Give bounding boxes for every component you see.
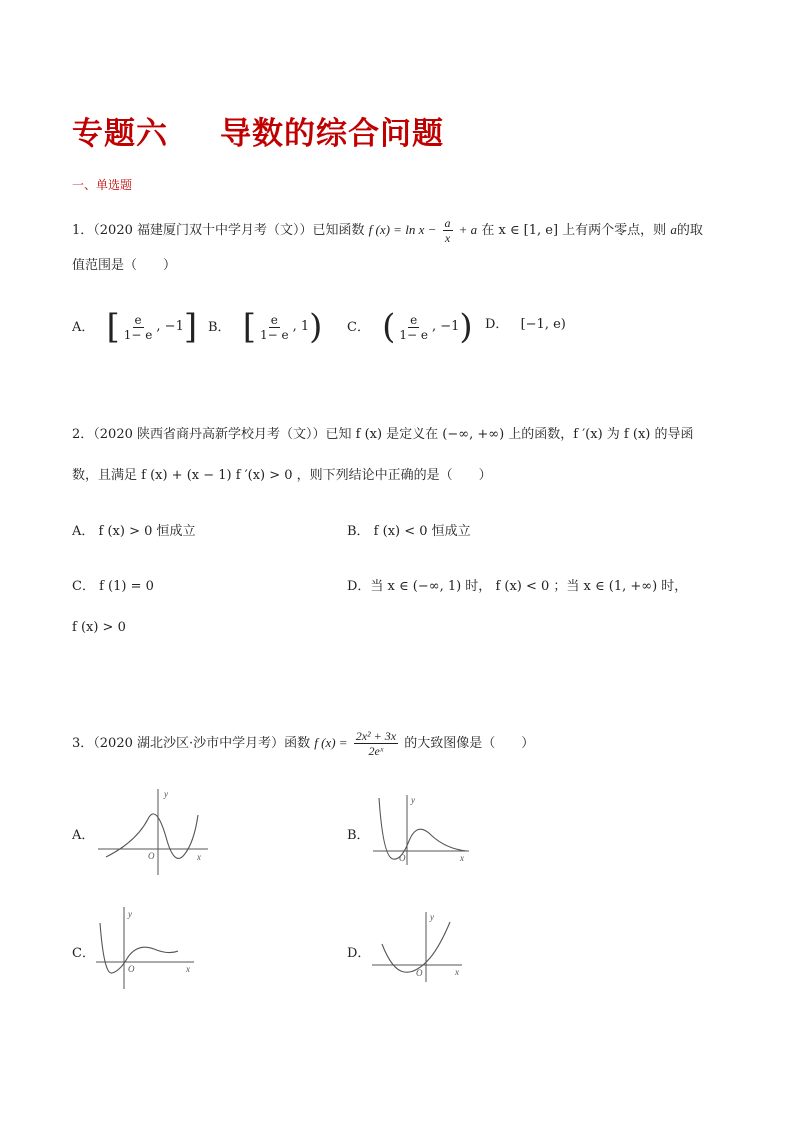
bracket-open: [ bbox=[106, 307, 120, 347]
q3-graph-a[interactable] bbox=[96, 787, 216, 877]
interval bbox=[242, 307, 323, 347]
origin-label: O bbox=[148, 851, 155, 861]
option-fraction bbox=[397, 313, 430, 342]
interval bbox=[382, 307, 473, 347]
q1-frac-num: a bbox=[444, 216, 451, 230]
q1-frac-den: x bbox=[444, 231, 451, 245]
page-title bbox=[72, 108, 444, 153]
bracket-open: [ bbox=[242, 307, 256, 347]
q2-option-c[interactable]: C． f (1) = 0 bbox=[72, 579, 154, 594]
origin-label: O bbox=[399, 853, 406, 863]
q1-fraction bbox=[443, 216, 453, 245]
q3-graph-c[interactable] bbox=[94, 905, 199, 990]
q3-option-a-label[interactable]: A． bbox=[72, 828, 95, 843]
q1-var: a bbox=[670, 222, 677, 237]
q2-option-d[interactable]: D．当 x ∈ (−∞, 1) 时， f (x) < 0 ；当 x ∈ (1, +∞) 时， bbox=[347, 579, 688, 594]
q3-line1 bbox=[72, 729, 534, 758]
axis-x-label: x bbox=[455, 967, 459, 977]
axis-y-label: y bbox=[164, 789, 168, 799]
axis-y-label: y bbox=[430, 912, 434, 922]
q2-line1: 2．（2020 陕西省商丹高新学校月考（文））已知 f (x) 是定义在 (−∞, +∞) 上的函数，f ′(x) 为 f (x) 的导函 bbox=[72, 427, 694, 442]
q2-option-a[interactable]: A． f (x) > 0 恒成立 bbox=[72, 524, 196, 539]
q3-prefix: 3．（2020 湖北沙区·沙市中学月考）函数 bbox=[72, 736, 311, 751]
q1-prefix: 1．（2020 福建厦门双十中学月考（文））已知函数 bbox=[72, 223, 365, 238]
curve bbox=[379, 798, 467, 859]
q3-suffix: 的大致图像是（ ） bbox=[404, 736, 535, 751]
q3-option-b-label[interactable]: B． bbox=[347, 828, 370, 843]
bracket-close: ] bbox=[183, 307, 198, 347]
q3-graph-d[interactable] bbox=[370, 910, 465, 985]
interval-rest: , 1 bbox=[292, 319, 310, 334]
q1-line1 bbox=[72, 216, 703, 245]
frac-num: e bbox=[270, 312, 278, 327]
q1-option-d[interactable] bbox=[485, 315, 566, 335]
interval-rest: , −1 bbox=[431, 319, 460, 334]
q1-option-c[interactable] bbox=[347, 307, 473, 347]
q2-option-d-cont: f (x) > 0 bbox=[72, 620, 126, 635]
curve bbox=[100, 923, 178, 973]
q3-frac-num: 2x² + 3x bbox=[355, 729, 397, 743]
title-part2: 导数的综合问题 bbox=[220, 116, 444, 152]
interval-rest: , −1 bbox=[156, 319, 184, 334]
q2-option-b[interactable]: B． f (x) < 0 恒成立 bbox=[347, 524, 471, 539]
frac-den: 1− e bbox=[399, 327, 428, 342]
interval bbox=[106, 307, 198, 347]
frac-num: e bbox=[410, 312, 418, 327]
q3-graph-b[interactable] bbox=[371, 793, 476, 868]
bracket-close: ) bbox=[309, 307, 323, 347]
axis-x-label: x bbox=[186, 964, 190, 974]
axis-y-label: y bbox=[128, 909, 132, 919]
section-heading: 一、单选题 bbox=[72, 178, 133, 192]
option-label: B． bbox=[208, 319, 231, 335]
q1-func-lhs: f (x) = ln x − bbox=[368, 222, 437, 237]
axis-x-label: x bbox=[197, 852, 201, 862]
origin-label: O bbox=[128, 964, 135, 974]
option-fraction bbox=[122, 313, 155, 342]
option-label: C． bbox=[347, 319, 370, 335]
option-text: [−1, e) bbox=[520, 317, 566, 332]
frac-num: e bbox=[134, 312, 142, 327]
bracket-close: ) bbox=[459, 307, 473, 347]
option-label: D． bbox=[485, 317, 509, 332]
q3-fraction bbox=[354, 729, 398, 758]
option-fraction bbox=[258, 313, 291, 342]
q1-line2: 值范围是（ ） bbox=[72, 258, 177, 273]
title-part1: 专题六 bbox=[72, 116, 168, 152]
option-label: A． bbox=[72, 319, 95, 335]
q2-line2: 数，且满足 f (x) + (x − 1) f ′(x) > 0 ，则下列结论中正确的是（ ） bbox=[72, 468, 492, 483]
q3-func-lhs: f (x) = bbox=[314, 735, 348, 750]
frac-den: 1− e bbox=[259, 327, 289, 342]
q3-option-d-label[interactable]: D． bbox=[347, 946, 371, 961]
q1-suffix: 的取 bbox=[676, 223, 703, 238]
q1-func-rhs: + a bbox=[458, 222, 478, 237]
q1-option-a[interactable] bbox=[72, 307, 198, 347]
q3-option-c-label[interactable]: C． bbox=[72, 946, 95, 961]
q3-frac-den: 2eˣ bbox=[368, 744, 384, 758]
axis-x-label: x bbox=[460, 853, 464, 863]
q1-condition: 在 x ∈ [1, e] 上有两个零点，则 bbox=[481, 223, 667, 238]
axis-y-label: y bbox=[411, 795, 415, 805]
frac-den: 1− e bbox=[123, 327, 153, 342]
q1-option-b[interactable] bbox=[208, 307, 323, 347]
bracket-open: ( bbox=[382, 307, 396, 347]
origin-label: O bbox=[416, 968, 423, 978]
